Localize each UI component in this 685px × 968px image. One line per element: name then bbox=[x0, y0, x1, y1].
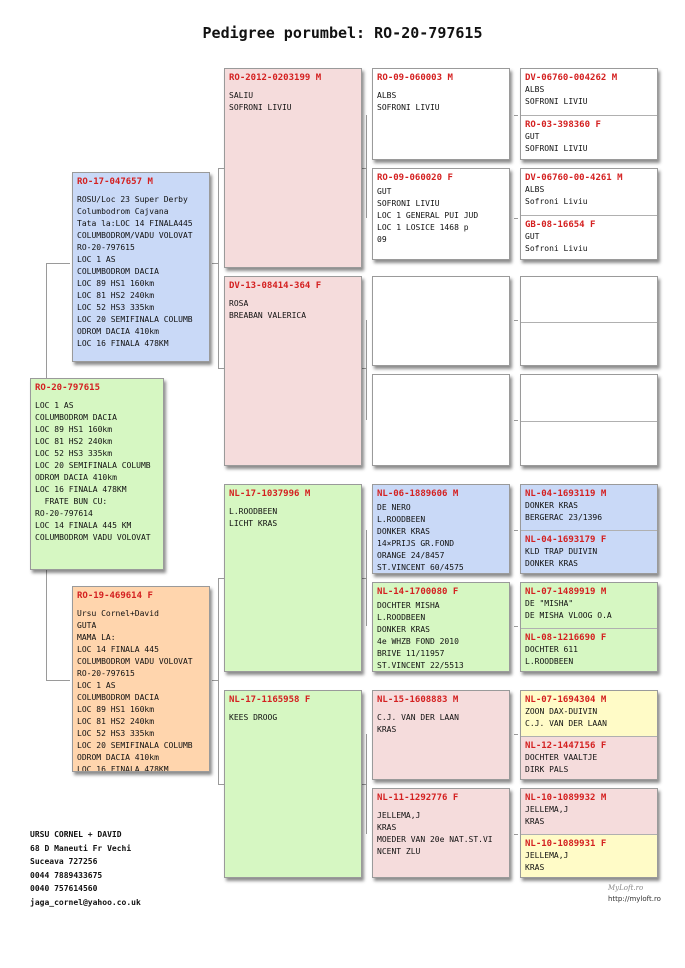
pigeon-details: L.ROODBEEN LICHT KRAS bbox=[229, 507, 278, 528]
owner-email[interactable]: jaga_cornel@yahoo.co.uk bbox=[30, 897, 141, 907]
connector-line bbox=[362, 784, 366, 785]
ring-number: DV-06760-00-4261 M bbox=[525, 173, 623, 183]
connector-line bbox=[362, 368, 366, 369]
pigeon-details: JELLEMA,J KRAS bbox=[525, 805, 569, 826]
ancestor-male[interactable] bbox=[521, 583, 657, 628]
ring-number: NL-11-1292776 F bbox=[377, 793, 459, 803]
pigeon-details: LOC 1 AS COLUMBODROM DACIA LOC 89 HS1 160km LOC 81 HS2 240km LOC 52 HS3 335km LOC 20 SEMIFINALA COLUMB ODROM DACIA 410km LOC 16 FINALA 478KM FRATE BUN CU: RO-20-797614 LOC 14 FINALA 445 KM COLUMBODROM VADU VOLOVAT bbox=[35, 401, 151, 542]
owner-name: URSU CORNEL + DAVID bbox=[30, 830, 122, 839]
page-title: Pedigree porumbel: RO-20-797615 bbox=[202, 24, 483, 42]
connector-line bbox=[366, 115, 367, 218]
connector-line bbox=[212, 680, 218, 681]
pigeon-details: DONKER KRAS BERGERAC 23/1396 bbox=[525, 501, 603, 522]
connector-line bbox=[212, 263, 218, 264]
ring-number: RO-03-398360 F bbox=[525, 120, 601, 130]
ring-number: NL-17-1165958 F bbox=[229, 695, 311, 705]
ring-number: NL-06-1889606 M bbox=[377, 489, 459, 499]
pigeon-details: ZOON DAX-DUIVIN C.J. VAN DER LAAN bbox=[525, 707, 607, 728]
pigeon-details: DOCHTER MISHA L.ROODBEEN DONKER KRAS 4e WHZB FOND 2010 BRIVE 11/11957 ST.VINCENT 22/5513 bbox=[377, 601, 464, 670]
pigeon-details: JELLEMA,J KRAS MOEDER VAN 20e NAT.ST.VI NCENT ZLU bbox=[377, 811, 493, 856]
ring-number: NL-04-1693179 F bbox=[525, 535, 607, 545]
owner-phone-uk: 0044 7889433675 bbox=[30, 870, 103, 880]
dam-dam-card[interactable] bbox=[224, 690, 362, 878]
great-grandparents-card[interactable] bbox=[520, 168, 658, 260]
ring-number: NL-07-1489919 M bbox=[525, 587, 607, 597]
ring-number: RO-17-047657 M bbox=[77, 177, 153, 187]
pigeon-details: DE "MISHA" DE MISHA VLOOG O.A bbox=[525, 599, 612, 620]
ring-number: RO-20-797615 bbox=[35, 383, 101, 393]
pigeon-details: ALBS SOFRONI LIVIU bbox=[525, 85, 588, 106]
ancestor-card[interactable] bbox=[372, 690, 510, 780]
sire-card[interactable] bbox=[72, 172, 210, 362]
connector-line bbox=[514, 320, 518, 321]
ring-number: GB-08-16654 F bbox=[525, 220, 596, 230]
pigeon-details: Ursu Cornel+David GUTA MAMA LA: LOC 14 FINALA 445 COLUMBODROM VADU VOLOVAT RO-20-797615 LOC 1 AS COLUMBODROM DACIA LOC 89 HS1 160km LOC 81 HS2 240km LOC 52 HS3 335km LOC 20 SEMIFINALA COLUMB ODROM DACIA 410km LOC 16 FINALA 478KM bbox=[77, 609, 193, 772]
owner-phone-ro: 0040 757614560 bbox=[30, 884, 98, 893]
great-grandparents-card[interactable] bbox=[520, 690, 658, 780]
ring-number: DV-06760-004262 M bbox=[525, 73, 618, 83]
pigeon-details: KEES DROOG bbox=[229, 713, 278, 722]
connector-line bbox=[514, 530, 518, 531]
connector-line bbox=[514, 834, 518, 835]
owner-address: 68 D Maneuti Fr Vechi bbox=[30, 843, 132, 853]
empty-great-grandparents-card[interactable] bbox=[520, 276, 658, 366]
pigeon-details: ROSU/Loc 23 Super Derby Columbodrom Cajvana Tata la:LOC 14 FINALA445 COLUMBODROM/VADU VOLOVAT RO-20-797615 LOC 1 AS COLUMBODROM DACIA LOC 89 HS1 160km LOC 81 HS2 240km LOC 52 HS3 335km LOC 20 SEMIFINALA COLUMB ODROM DACIA 410km LOC 16 FINALA 478KM bbox=[77, 195, 193, 348]
connector-line bbox=[362, 168, 366, 169]
ancestor-female[interactable] bbox=[521, 736, 657, 780]
connector-line bbox=[366, 734, 367, 834]
ring-number: NL-15-1608883 M bbox=[377, 695, 459, 705]
ring-number: NL-12-1447156 F bbox=[525, 741, 607, 751]
site-url[interactable]: http://myloft.ro bbox=[608, 895, 661, 903]
pigeon-details: ALBS SOFRONI LIVIU bbox=[377, 91, 440, 112]
ring-number: RO-09-060020 F bbox=[377, 173, 453, 183]
ring-number: NL-10-1089931 F bbox=[525, 839, 607, 849]
connector-line bbox=[514, 218, 518, 219]
connector-line bbox=[366, 320, 367, 420]
ring-number: NL-07-1694304 M bbox=[525, 695, 607, 705]
ancestor-card[interactable] bbox=[372, 168, 510, 260]
ancestor-female[interactable] bbox=[521, 628, 657, 672]
connector-line bbox=[514, 115, 518, 116]
great-grandparents-card[interactable] bbox=[520, 582, 658, 672]
owner-city: Suceava 727256 bbox=[30, 857, 98, 866]
connector-line bbox=[362, 578, 366, 579]
pigeon-details: DOCHTER 611 L.ROODBEEN bbox=[525, 645, 578, 666]
ancestor-male[interactable] bbox=[521, 69, 657, 115]
connector-line bbox=[46, 570, 47, 680]
connector-line bbox=[46, 263, 70, 264]
ring-number: DV-13-08414-364 F bbox=[229, 281, 322, 291]
empty-ancestor-slot[interactable] bbox=[521, 322, 657, 366]
ring-number: RO-09-060003 M bbox=[377, 73, 453, 83]
pigeon-details: GUT Sofroni Liviu bbox=[525, 232, 588, 253]
owner-contact bbox=[30, 828, 141, 909]
subject-pigeon-card[interactable] bbox=[30, 378, 164, 570]
great-grandparents-card[interactable] bbox=[520, 68, 658, 160]
ancestor-female[interactable] bbox=[521, 215, 657, 260]
sire-sire-card[interactable] bbox=[224, 68, 362, 268]
pigeon-details: KLD TRAP DUIVIN DONKER KRAS bbox=[525, 547, 598, 568]
dam-card[interactable] bbox=[72, 586, 210, 772]
empty-ancestor-card[interactable] bbox=[372, 276, 510, 366]
dam-sire-card[interactable] bbox=[224, 484, 362, 672]
site-logo: MyLoft.ro bbox=[608, 884, 644, 892]
connector-line bbox=[218, 168, 219, 368]
ancestor-card[interactable] bbox=[372, 788, 510, 878]
ancestor-male[interactable] bbox=[521, 169, 657, 215]
ring-number: RO-2012-0203199 M bbox=[229, 73, 322, 83]
connector-line bbox=[46, 263, 47, 378]
great-grandparents-card[interactable] bbox=[520, 788, 658, 878]
pigeon-details: SALIU SOFRONI LIVIU bbox=[229, 91, 292, 112]
ring-number: NL-10-1089932 M bbox=[525, 793, 607, 803]
connector-line bbox=[46, 680, 70, 681]
connector-line bbox=[514, 420, 518, 421]
great-grandparents-card[interactable] bbox=[520, 484, 658, 574]
ancestor-card[interactable] bbox=[372, 582, 510, 672]
pigeon-details: GUT SOFRONI LIVIU LOC 1 GENERAL PUI JUD LOC 1 LOSICE 1468 p 09 bbox=[377, 187, 479, 244]
empty-ancestor-card[interactable] bbox=[372, 374, 510, 466]
ancestor-male[interactable] bbox=[521, 691, 657, 736]
ancestor-male[interactable] bbox=[521, 485, 657, 530]
ring-number: RO-19-469614 F bbox=[77, 591, 153, 601]
ancestor-male[interactable] bbox=[521, 789, 657, 834]
pigeon-details: DE NERO L.ROODBEEN DONKER KRAS 14×PRIJS GR.FOND ORANGE 24/8457 ST.VINCENT 60/4575 bbox=[377, 503, 464, 572]
connector-line bbox=[514, 626, 518, 627]
ancestor-card[interactable] bbox=[372, 68, 510, 160]
ring-number: NL-04-1693119 M bbox=[525, 489, 607, 499]
connector-line bbox=[514, 734, 518, 735]
empty-ancestor-slot[interactable] bbox=[521, 421, 657, 466]
ancestor-female[interactable] bbox=[521, 834, 657, 878]
ancestor-female[interactable] bbox=[521, 530, 657, 574]
connector-line bbox=[366, 530, 367, 626]
ancestor-card[interactable] bbox=[372, 484, 510, 574]
pigeon-details: ROSA BREABAN VALERICA bbox=[229, 299, 307, 320]
pigeon-details: JELLEMA,J KRAS bbox=[525, 851, 569, 872]
ring-number: NL-14-1700080 F bbox=[377, 587, 459, 597]
ring-number: NL-17-1037996 M bbox=[229, 489, 311, 499]
empty-great-grandparents-card[interactable] bbox=[520, 374, 658, 466]
pigeon-details: DOCHTER VAALTJE DIRK PALS bbox=[525, 753, 598, 774]
pigeon-details: GUT SOFRONI LIVIU bbox=[525, 132, 588, 153]
sire-dam-card[interactable] bbox=[224, 276, 362, 466]
connector-line bbox=[218, 578, 219, 784]
pigeon-details: ALBS Sofroni Liviu bbox=[525, 185, 588, 206]
ring-number: NL-08-1216690 F bbox=[525, 633, 607, 643]
ancestor-female[interactable] bbox=[521, 115, 657, 160]
pigeon-details: C.J. VAN DER LAAN KRAS bbox=[377, 713, 459, 734]
